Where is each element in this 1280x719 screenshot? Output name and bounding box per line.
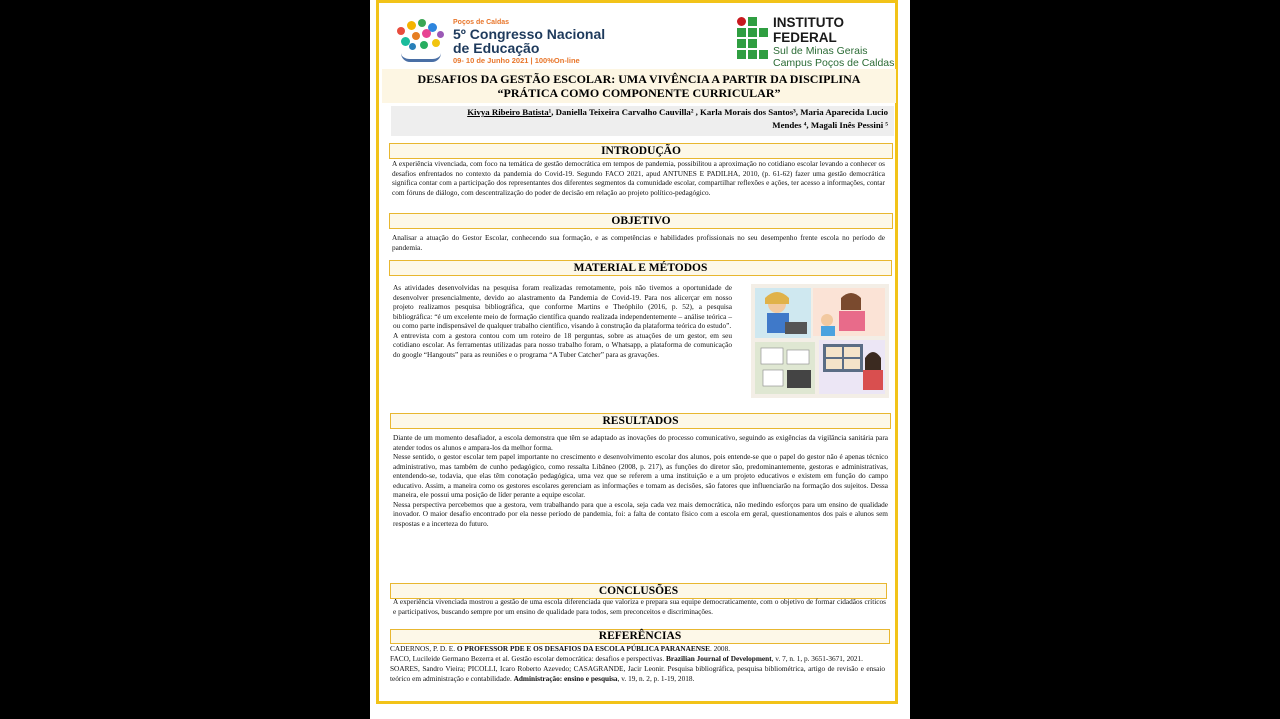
authors-line2: Mendes ⁴, Magali Inês Pessini ⁵	[772, 120, 888, 130]
methods-paragraph-1: As atividades desenvolvidas na pesquisa foram realizadas remotamente, pois não tivemos a oportunidade de desenvolver presencialmente, devido ao alastramento da Pandemia de Covid-19. Para nos alicerçar em nosso projeto realizamos pesquisa bibliográfica, que conforme Martins e Theóphilo (2016, p. 52), a pesquisa bibliográfica: “é um excelente meio de formação científica quando realizada independentemente – análise teórica – ou como parte indispensável de qualquer trabalho científico, visando à construção da plataforma teórica do estudo”.	[393, 283, 732, 330]
institute-title: INSTITUTO FEDERAL	[773, 15, 845, 45]
poster-page	[370, 0, 910, 719]
methods-paragraph-2: A entrevista com a gestora contou com um roteiro de 18 perguntas, sobre as atuações de um gestor, em seu cotidiano escolar. As ferramentas utilizadas para nosso trabalho foram, o Whatsapp, a plataforma de comunicação do google “Hangouts” para as reuniões e o programa “A Tuber Catcher” para as gravações.	[393, 330, 732, 359]
congress-logo-icon	[395, 17, 447, 65]
congress-date: 09- 10 de Junho 2021 | 100%On-line	[453, 56, 580, 65]
first-author: Kivya Ribeiro Batista¹	[467, 107, 552, 117]
intro-text: A experiência vivenciada, com foco na temática de gestão democrática em tempos de pandemia, possibilitou a aproximação no cotidiano escolar levando a conhecer os desafios enfrentados no contexto da pandemia do Covid-19. Segundo FACO 2021, apud ANTUNES E PADILHA, 2010, (p. 61-62) fazer uma gestão democrática significa contar com a participação dos representantes dos diferentes segmentos da comunidade escolar, compartilhar reflexões e ações, ter acesso a informações, contar com fóruns de diálogo, com descentralização do poder de decisão em relação ao projeto político-pedagógico.	[392, 159, 885, 197]
methods-heading: MATERIAL E MÉTODOS	[389, 260, 892, 276]
intro-heading: INTRODUÇÃO	[389, 143, 893, 159]
results-paragraph-1: Diante de um momento desafiador, a escola demonstra que têm se adaptado as inovações do processo comunicativo, seguindo as exigências da vigilância sanitária para atender todos os alunos e ampara-los da melhor forma.	[393, 433, 888, 452]
authors-block	[391, 106, 894, 136]
poster-frame	[376, 0, 898, 704]
conclusions-text: A experiência vivenciada mostrou a gestão de uma escola diferenciada que valoriza e prepara sua equipe democraticamente, com o objetivo de formar cidadãos críticos e participativos, buscando sempre por um ensino de qualidade para todos, sem preconceitos e discriminações.	[393, 597, 886, 616]
reference-3: SOARES, Sandro Vieira; PICOLLI, Icaro Roberto Azevedo; CASAGRANDE, Jacir Leonir. Pesquisa bibliográfica, pesquisa bibliométrica, artigo de revisão e ensaio teórico em administração e contabilidade. Administração: ensino e pesquisa, v. 19, n. 2, p. 1-19, 2018.	[390, 664, 885, 683]
results-paragraph-3: Nessa perspectiva percebemos que a gestora, vem trabalhando para que a escola, seja cada vez mais democrática, não medindo esforços para um ensino de qualidade inovador. O maior desafio encontrado por ela nesse período de pandemia, foi: a falta de contato físico com a escola em geral, questionamentos dos pais e alunos sem respostas e a incerteza do futuro.	[393, 499, 888, 528]
instituto-federal-name	[773, 15, 895, 69]
results-text	[393, 433, 888, 528]
objective-text: Analisar a atuação do Gestor Escolar, conhecendo sua formação, e as competências e habilidades profissionais no seu desempenho frente escola no período de pandemia.	[392, 233, 885, 252]
results-heading: RESULTADOS	[390, 413, 891, 429]
institute-sub1: Sul de Minas Gerais	[773, 45, 868, 57]
objective-heading: OBJETIVO	[389, 213, 893, 229]
references-heading: REFERÊNCIAS	[390, 629, 890, 644]
poster-title	[382, 69, 896, 103]
poster-header	[379, 3, 895, 69]
reference-1: CADERNOS, P. D. E. O PROFESSOR PDE E OS DESAFIOS DA ESCOLA PÚBLICA PARANAENSE. 2008.	[390, 644, 731, 653]
congress-city: Poços de Caldas	[453, 19, 510, 26]
reference-2: FACO, Lucileide Germano Bezerra et al. Gestão escolar democrática: desafios e perspectivas. Brazilian Journal of Development, v. 7, n. 1, p. 3651-3671, 2021.	[390, 654, 863, 663]
institute-sub2: Campus Poços de Caldas	[773, 57, 895, 69]
methods-text	[393, 283, 732, 359]
conclusions-heading: CONCLUSÕES	[390, 583, 887, 599]
remote-work-illustration	[751, 284, 889, 398]
references-list	[390, 644, 885, 684]
authors-line1: , Daniella Teixeira Carvalho Cauvilla² , Karla Morais dos Santos³, Maria Aparecida Lucio	[551, 107, 888, 117]
congress-title-block	[453, 19, 605, 66]
congress-title-line1: 5º Congresso Nacional	[453, 26, 606, 42]
title-line2: “PRÁTICA COMO COMPONENTE CURRICULAR”	[497, 86, 781, 100]
instituto-federal-logo-icon	[737, 17, 770, 60]
congress-title-line2: de Educação	[453, 40, 540, 56]
results-paragraph-2: Nesse sentido, o gestor escolar tem papel importante no crescimento e desenvolvimento escolar dos alunos, pois entende-se que o papel do gestor não é apenas técnico administrativo, mas também de cunho pedagógico, como ressalta Libâneo (2008, p. 217), as funções do diretor são, predominantemente, gestoras e administrativas, entendendo-se, todavia, que elas têm conotação pedagógica, uma vez que se referem a uma instituição e a um projeto educativos e existem em função do campo educativo. Assim, a maneira como os gestores escolares gerenciam as informações e tomam as decisões, são fatores que influenciarão na formação dos sujeitos. Dessa maneira, ele possui uma posição de líder perante a equipe escolar.	[393, 452, 888, 499]
title-line1: DESAFIOS DA GESTÃO ESCOLAR: UMA VIVÊNCIA A PARTIR DA DISCIPLINA	[417, 72, 861, 86]
